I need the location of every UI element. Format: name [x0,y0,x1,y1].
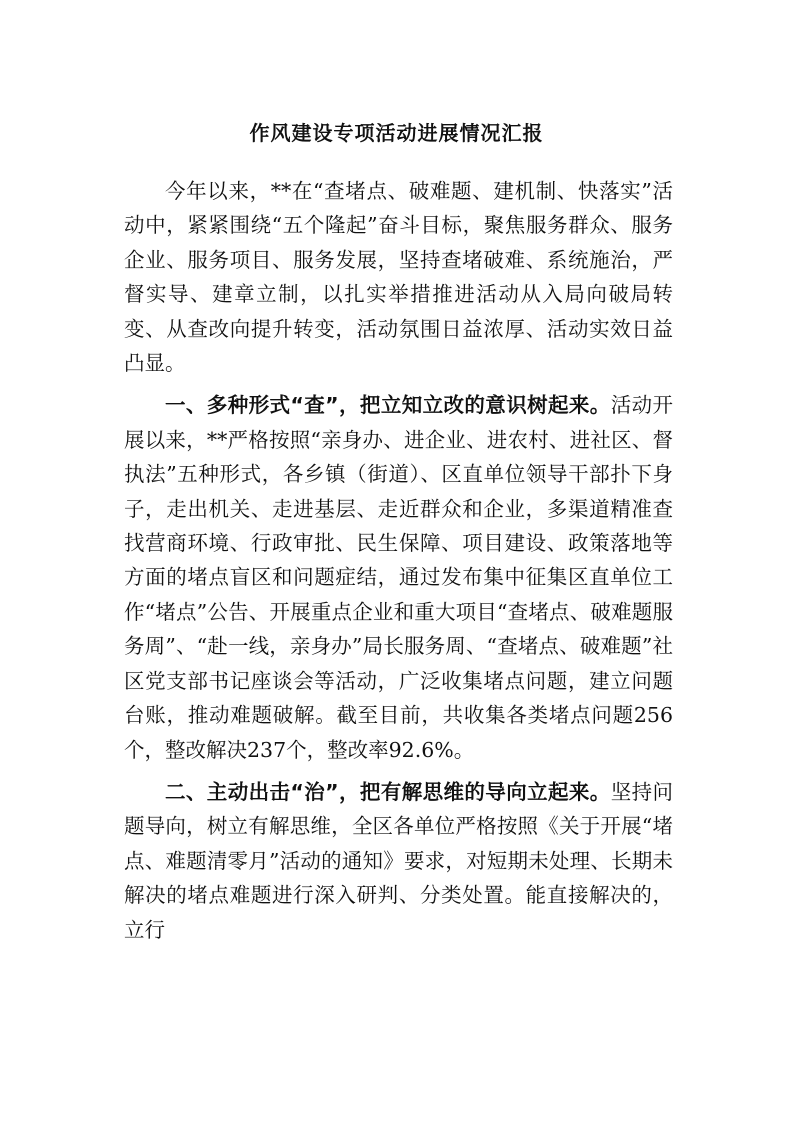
paragraph-lead: 二、主动出击“治”，把有解思维的导向立起来。 [165,779,611,804]
paragraph-text: 今年以来，**在“查堵点、破难题、建机制、快落实”活动中，紧紧围绕“五个隆起”奋斗目标，聚焦服务群众、服务企业、服务项目、服务发展，坚持查堵破难、系统施治，严督实导、建章立制，以扎实举措推进活动从入局向破局转变、从查改向提升转变，活动氛围日益浓厚、活动实效日益凸显。 [124,179,673,376]
paragraph-section-2 [124,775,673,947]
document-body [124,174,673,947]
paragraph-intro [124,174,673,380]
paragraph-text: 坚持问题导向，树立有解思维，全区各单位严格按照《关于开展“堵点、难题清零月”活动的通知》要求，对短期未处理、长期未解决的堵点难题进行深入研判、分类处置。能直接解决的，立行 [124,779,673,942]
document-title: 作风建设专项活动进展情况汇报 [249,121,544,145]
paragraph-lead: 一、多种形式“查”，把立知立改的意识树起来。 [165,393,611,418]
paragraph-section-1 [124,388,673,766]
paragraph-text: 活动开展以来，**严格按照“亲身办、进企业、进农村、进社区、督执法”五种形式，各乡镇（街道）、区直单位领导干部扑下身子，走出机关、走进基层、走近群众和企业，多渠道精准查找营商环境、行政审批、民生保障、项目建设、政策落地等方面的堵点盲区和问题症结，通过发布集中征集区直单位工作“堵点”公告、开展重点企业和重大项目“查堵点、破难题服务周”、“赴一线，亲身办”局长服务周、“查堵点、破难题”社区党支部书记座谈会等活动，广泛收集堵点问题，建立问题台账，推动难题破解。截至目前，共收集各类堵点问题256个，整改解决237个，整改率92.6%。 [124,393,673,762]
